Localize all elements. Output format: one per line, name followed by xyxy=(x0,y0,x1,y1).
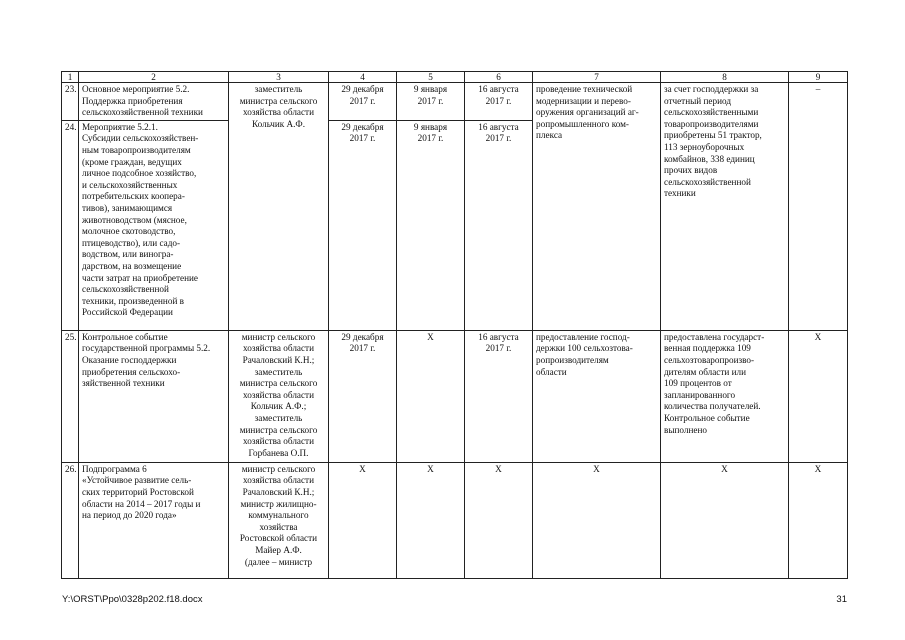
fact-end-cell: 16 августа 2017 г. xyxy=(465,83,533,121)
actual-result-cell: Х xyxy=(661,462,789,578)
table-row xyxy=(62,330,848,462)
column-header: 9 xyxy=(789,72,848,83)
responsible-cell: заместитель министра сельского хозяйства области Кольчик А.Ф. xyxy=(229,83,329,331)
fact-end-cell: 16 августа 2017 г. xyxy=(465,120,533,330)
column-header: 5 xyxy=(397,72,465,83)
row-number: 23. xyxy=(62,83,79,121)
plan-date-cell: Х xyxy=(329,462,397,578)
plan-date-cell: 29 декабря 2017 г. xyxy=(329,330,397,462)
fact-end-cell: Х xyxy=(465,462,533,578)
footer-file-path: Y:\ORST\Ppo\0328p202.f18.docx xyxy=(62,594,203,605)
column-header: 7 xyxy=(533,72,661,83)
note-cell: – xyxy=(789,83,848,331)
note-cell: Х xyxy=(789,330,848,462)
fact-start-cell: 9 января 2017 г. xyxy=(397,120,465,330)
plan-date-cell: 29 декабря 2017 г. xyxy=(329,83,397,121)
planned-result-cell: Х xyxy=(533,462,661,578)
responsible-cell: министр сельского хозяйства области Рачаловский К.Н.; заместитель министра сельского хозяйства области Кольчик А.Ф.; заместитель министра сельского хозяйства области Горбанева О.П. xyxy=(229,330,329,462)
responsible-cell: министр сельского хозяйства области Рачаловский К.Н.; министр жилищно- коммунального хозяйства Ростовской области Майер А.Ф. (далее – министр xyxy=(229,462,329,578)
note-cell: Х xyxy=(789,462,848,578)
activity-name-cell: Подпрограмма 6 «Устойчивое развитие сель- ских территорий Ростовской области на 2014 – 2017 годы и на период до 2020 года» xyxy=(79,462,229,578)
column-header: 2 xyxy=(79,72,229,83)
activity-name-cell: Контрольное событие государственной программы 5.2. Оказание господдержки приобретения сельскохо- зяйственной техники xyxy=(79,330,229,462)
planned-result-cell: предоставление господ- держки 100 сельхозтова- ропроизводителям области xyxy=(533,330,661,462)
fact-end-cell: 16 августа 2017 г. xyxy=(465,330,533,462)
planned-result-cell: проведение технической модернизации и перево- оружения организаций аг- ропромышленного ком- плекса xyxy=(533,83,661,331)
table-row xyxy=(62,462,848,578)
plan-date-cell: 29 декабря 2017 г. xyxy=(329,120,397,330)
page-number: 31 xyxy=(836,594,847,605)
activity-name-cell: Основное мероприятие 5.2. Поддержка приобретения сельскохозяйственной техники xyxy=(79,83,229,121)
actual-result-cell: за счет господдержки за отчетный период сельскохозяйственными товаропроизводителями приобретены 51 трактор, 113 зерноуборочных комбайнов, 338 единиц прочих видов сельскохозяйственной техники xyxy=(661,83,789,331)
row-number: 26. xyxy=(62,462,79,578)
column-header: 8 xyxy=(661,72,789,83)
header-row xyxy=(62,72,848,83)
row-number: 25. xyxy=(62,330,79,462)
report-table xyxy=(61,71,848,579)
column-header: 4 xyxy=(329,72,397,83)
actual-result-cell: предоставлена государст- венная поддержка 109 сельхозтоваропроизво- дителям области или 109 процентов от запланированного количества получателей. Контрольное событие выполнено xyxy=(661,330,789,462)
column-header: 6 xyxy=(465,72,533,83)
row-number: 24. xyxy=(62,120,79,330)
fact-start-cell: 9 января 2017 г. xyxy=(397,83,465,121)
column-header: 1 xyxy=(62,72,79,83)
fact-start-cell: Х xyxy=(397,330,465,462)
fact-start-cell: Х xyxy=(397,462,465,578)
table-row xyxy=(62,83,848,121)
column-header: 3 xyxy=(229,72,329,83)
activity-name-cell: Мероприятие 5.2.1. Субсидии сельскохозяйствен- ным товаропроизводителям (кроме граждан, ведущих личное подсобное хозяйство, и сельскохозяйственных потребительских коопера- тивов), занимающимся животноводством (мясное, молочное скотоводство, птицеводство), или садо- водством, или виногра- дарством, на возмещение части затрат на приобретение сельскохозяйственной техники, произведенной в Российской Федерации xyxy=(79,120,229,330)
